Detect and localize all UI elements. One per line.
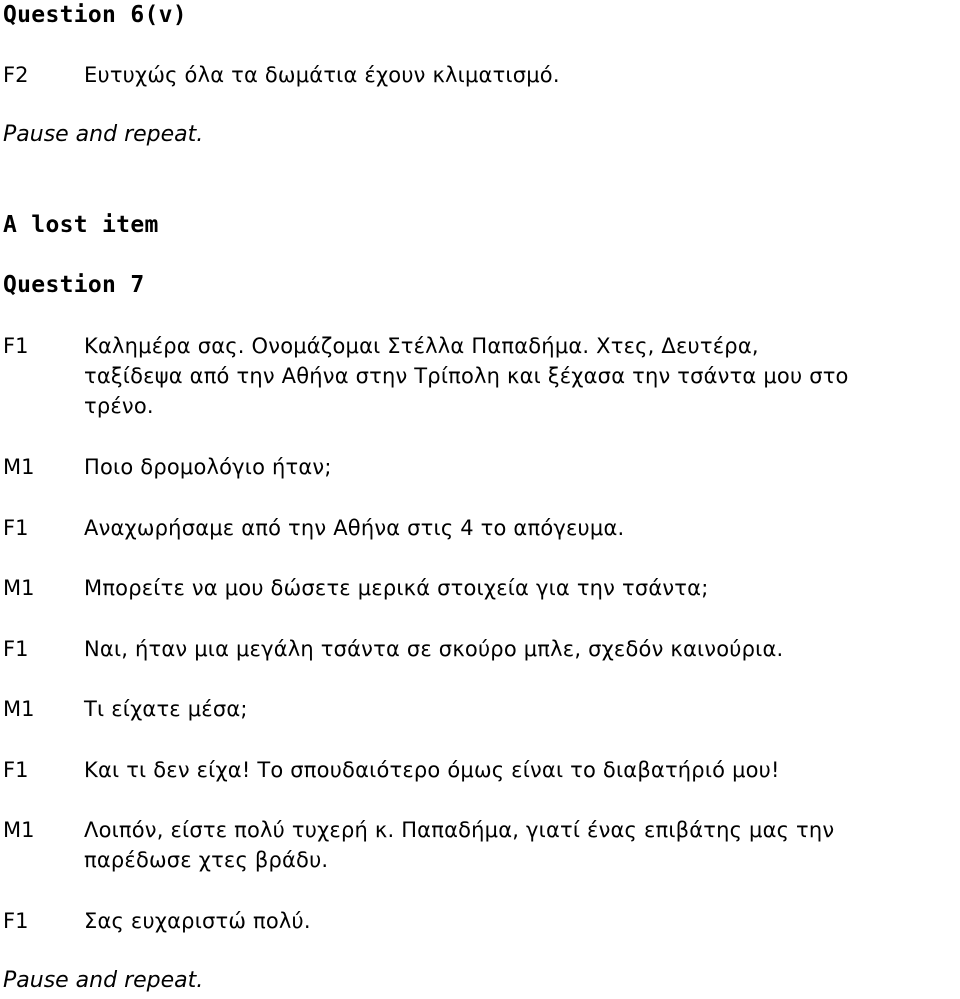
dialogue-line: Ναι, ήταν μια μεγάλη τσάντα σε σκούρο μπλε, σχεδόν καινούρια.: [84, 637, 784, 661]
speaker-label: M1: [3, 576, 35, 600]
speaker-label: F1: [3, 637, 29, 661]
dialogue-line: Λοιπόν, είστε πολύ τυχερή κ. Παπαδήμα, γιατί ένας επιβάτης μας την παρέδωσε χτες βράδυ.: [84, 818, 835, 872]
section-heading-lost-item: A lost item: [3, 212, 159, 238]
speaker-label: M1: [3, 455, 35, 479]
dialogue-line: Τι είχατε μέσα;: [84, 697, 248, 721]
speaker-label: F1: [3, 909, 29, 933]
speaker-label: F2: [3, 63, 29, 87]
dialogue-line: Ευτυχώς όλα τα δωμάτια έχουν κλιματισμό.: [84, 63, 560, 87]
speaker-label: M1: [3, 818, 35, 842]
dialogue-line: Σας ευχαριστώ πολύ.: [84, 909, 311, 933]
dialogue-line: Καλημέρα σας. Ονομάζομαι Στέλλα Παπαδήμα. Χτες, Δευτέρα, ταξίδεψα από την Αθήνα στην Τρίπολη και ξέχασα την τσάντα μου στο τρένο.: [84, 334, 849, 418]
pause-and-repeat-note: Pause and repeat.: [3, 968, 204, 993]
speaker-label: F1: [3, 758, 29, 782]
speaker-label: F1: [3, 334, 29, 358]
dialogue-line: Ποιο δρομολόγιο ήταν;: [84, 455, 332, 479]
speaker-label: M1: [3, 697, 35, 721]
dialogue-line: Και τι δεν είχα! Το σπουδαιότερο όμως είναι το διαβατήριό μου!: [84, 758, 780, 782]
question-7-heading: Question 7: [3, 272, 145, 298]
speaker-label: F1: [3, 516, 29, 540]
pause-and-repeat-note: Pause and repeat.: [3, 122, 204, 147]
dialogue-line: Αναχωρήσαμε από την Αθήνα στις 4 το απόγευμα.: [84, 516, 625, 540]
dialogue-line: Μπορείτε να μου δώσετε μερικά στοιχεία για την τσάντα;: [84, 576, 709, 600]
question-6v-heading: Question 6(v): [3, 2, 187, 28]
